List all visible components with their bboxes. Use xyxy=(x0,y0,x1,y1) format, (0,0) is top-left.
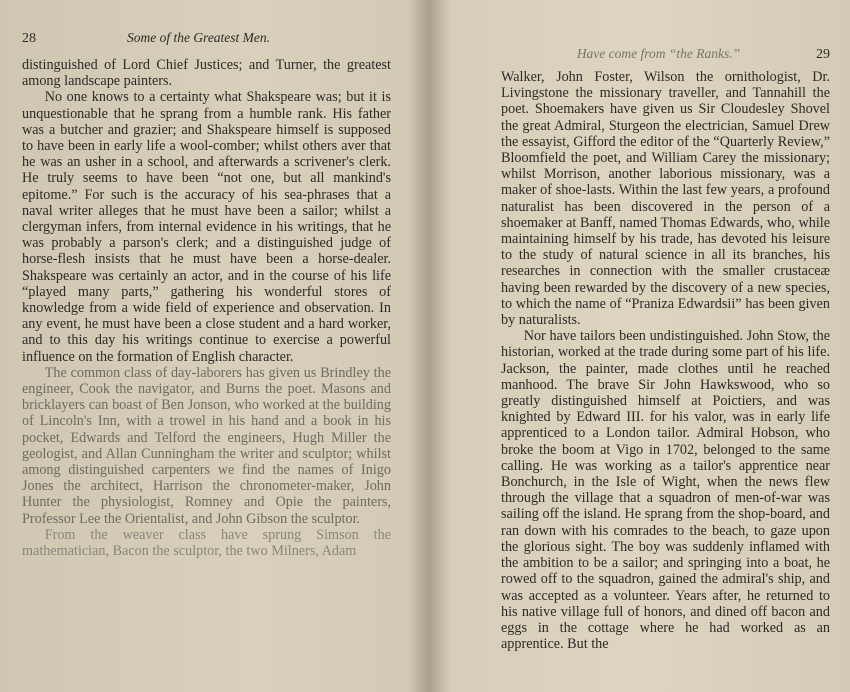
paragraph: From the weaver class have sprung Simson the mathematician, Bacon the sculptor, the two Milners, Adam xyxy=(22,526,391,560)
running-head: Have come from “the Ranks.” xyxy=(576,46,741,61)
right-page xyxy=(425,0,850,692)
page-number: 28 xyxy=(22,31,36,46)
paragraph: No one knows to a certainty what Shakspeare was; but it is unquestionable that he sprang from a humble rank. His father was a butcher and grazier; and Shakspeare himself is supposed to have been in early life a wool-comber; whilst others aver that he was an usher in a school, and afterwards a scrivener's clerk. He truly seems to have been “not one, but all mankind's epitome.” For such is the accuracy of his sea-phrases that a naval writer alleges that he must have been a sailor; whilst a clergyman infers, from internal evidence in his writings, that he was probably a parson's clerk; and a distinguished judge of horse-flesh insists that he must have been a horse-dealer. Shakspeare was certainly an actor, and in the course of his life “played many parts,” gathering his wonderful stores of knowledge from a wide field of experience and observation. In any event, he must have been a close student and a hard worker, and to this day his writings continue to exercise a powerful influence on the formation of English character. xyxy=(22,89,391,365)
paragraph: The common class of day-laborers has given us Brindley the engineer, Cook the navigator, and Burns the poet. Masons and bricklayers can boast of Ben Jonson, who worked at the building of Lincoln's Inn, with a trowel in his hand and a book in his pocket, Edwards and Telford the engineers, Hugh Miller the geologist, and Allan Cunningham the writer and sculptor; whilst among distinguished carpenters we find the names of Inigo Jones the architect, Harrison the chronometer-maker, John Hunter the physiologist, Romney and Opie the painters, Professor Lee the Orientalist, and John Gibson the sculptor. xyxy=(22,364,391,527)
left-page-header xyxy=(22,30,391,47)
right-page-header xyxy=(501,46,830,63)
paragraph: Walker, John Foster, Wilson the ornithologist, Dr. Livingstone the missionary traveller, and Tannahill the poet. Shoemakers have given us Sir Cloudesley Shovel the great Admiral, Sturgeon the electrician, Samuel Drew the essayist, Gifford the editor of the “Quarterly Review,” Bloomfield the poet, and William Carey the missionary; whilst Morrison, another laborious missionary, was a maker of shoe-lasts. Within the last few years, a profound naturalist has been discovered in the person of a shoemaker at Banff, named Thomas Edwards, who, while maintaining himself by his trade, has devoted his leisure to the study of natural science in all its branches, his researches in connection with the smaller crustaceæ having been rewarded by the discovery of a new species, to which the name of “Praniza Edwardsii” has been given by naturalists. xyxy=(501,69,830,329)
paragraph: distinguished of Lord Chief Justices; and Turner, the greatest among landscape painters. xyxy=(22,57,391,90)
running-head: Some of the Greatest Men. xyxy=(126,30,271,45)
paragraph: Nor have tailors been undistinguished. John Stow, the historian, worked at the trade during some part of his life. Jackson, the painter, made clothes until he reached manhood. The brave Sir John Hawkswood, who so greatly distinguished himself at Poictiers, and was knighted by Edward III. for his valor, was in early life apprenticed to a London tailor. Admiral Hobson, who broke the boom at Vigo in 1702, belonged to the same calling. He was working as a tailor's apprentice near Bonchurch, in the Isle of Wight, when the news flew through the village that a squadron of men-of-war was sailing off the island. He sprang from the shop-board, and ran down with his comrades to the beach, to gaze upon the glorious sight. The boy was suddenly inflamed with the ambition to be a sailor; and springing into a boat, he rowed off to the squadron, gained the admiral's ship, and was accepted as a volunteer. Years after, he returned to his native village full of honors, and dined off bacon and eggs in the cottage where he had worked as an apprentice. But the xyxy=(501,328,830,653)
page-number: 29 xyxy=(816,47,830,62)
